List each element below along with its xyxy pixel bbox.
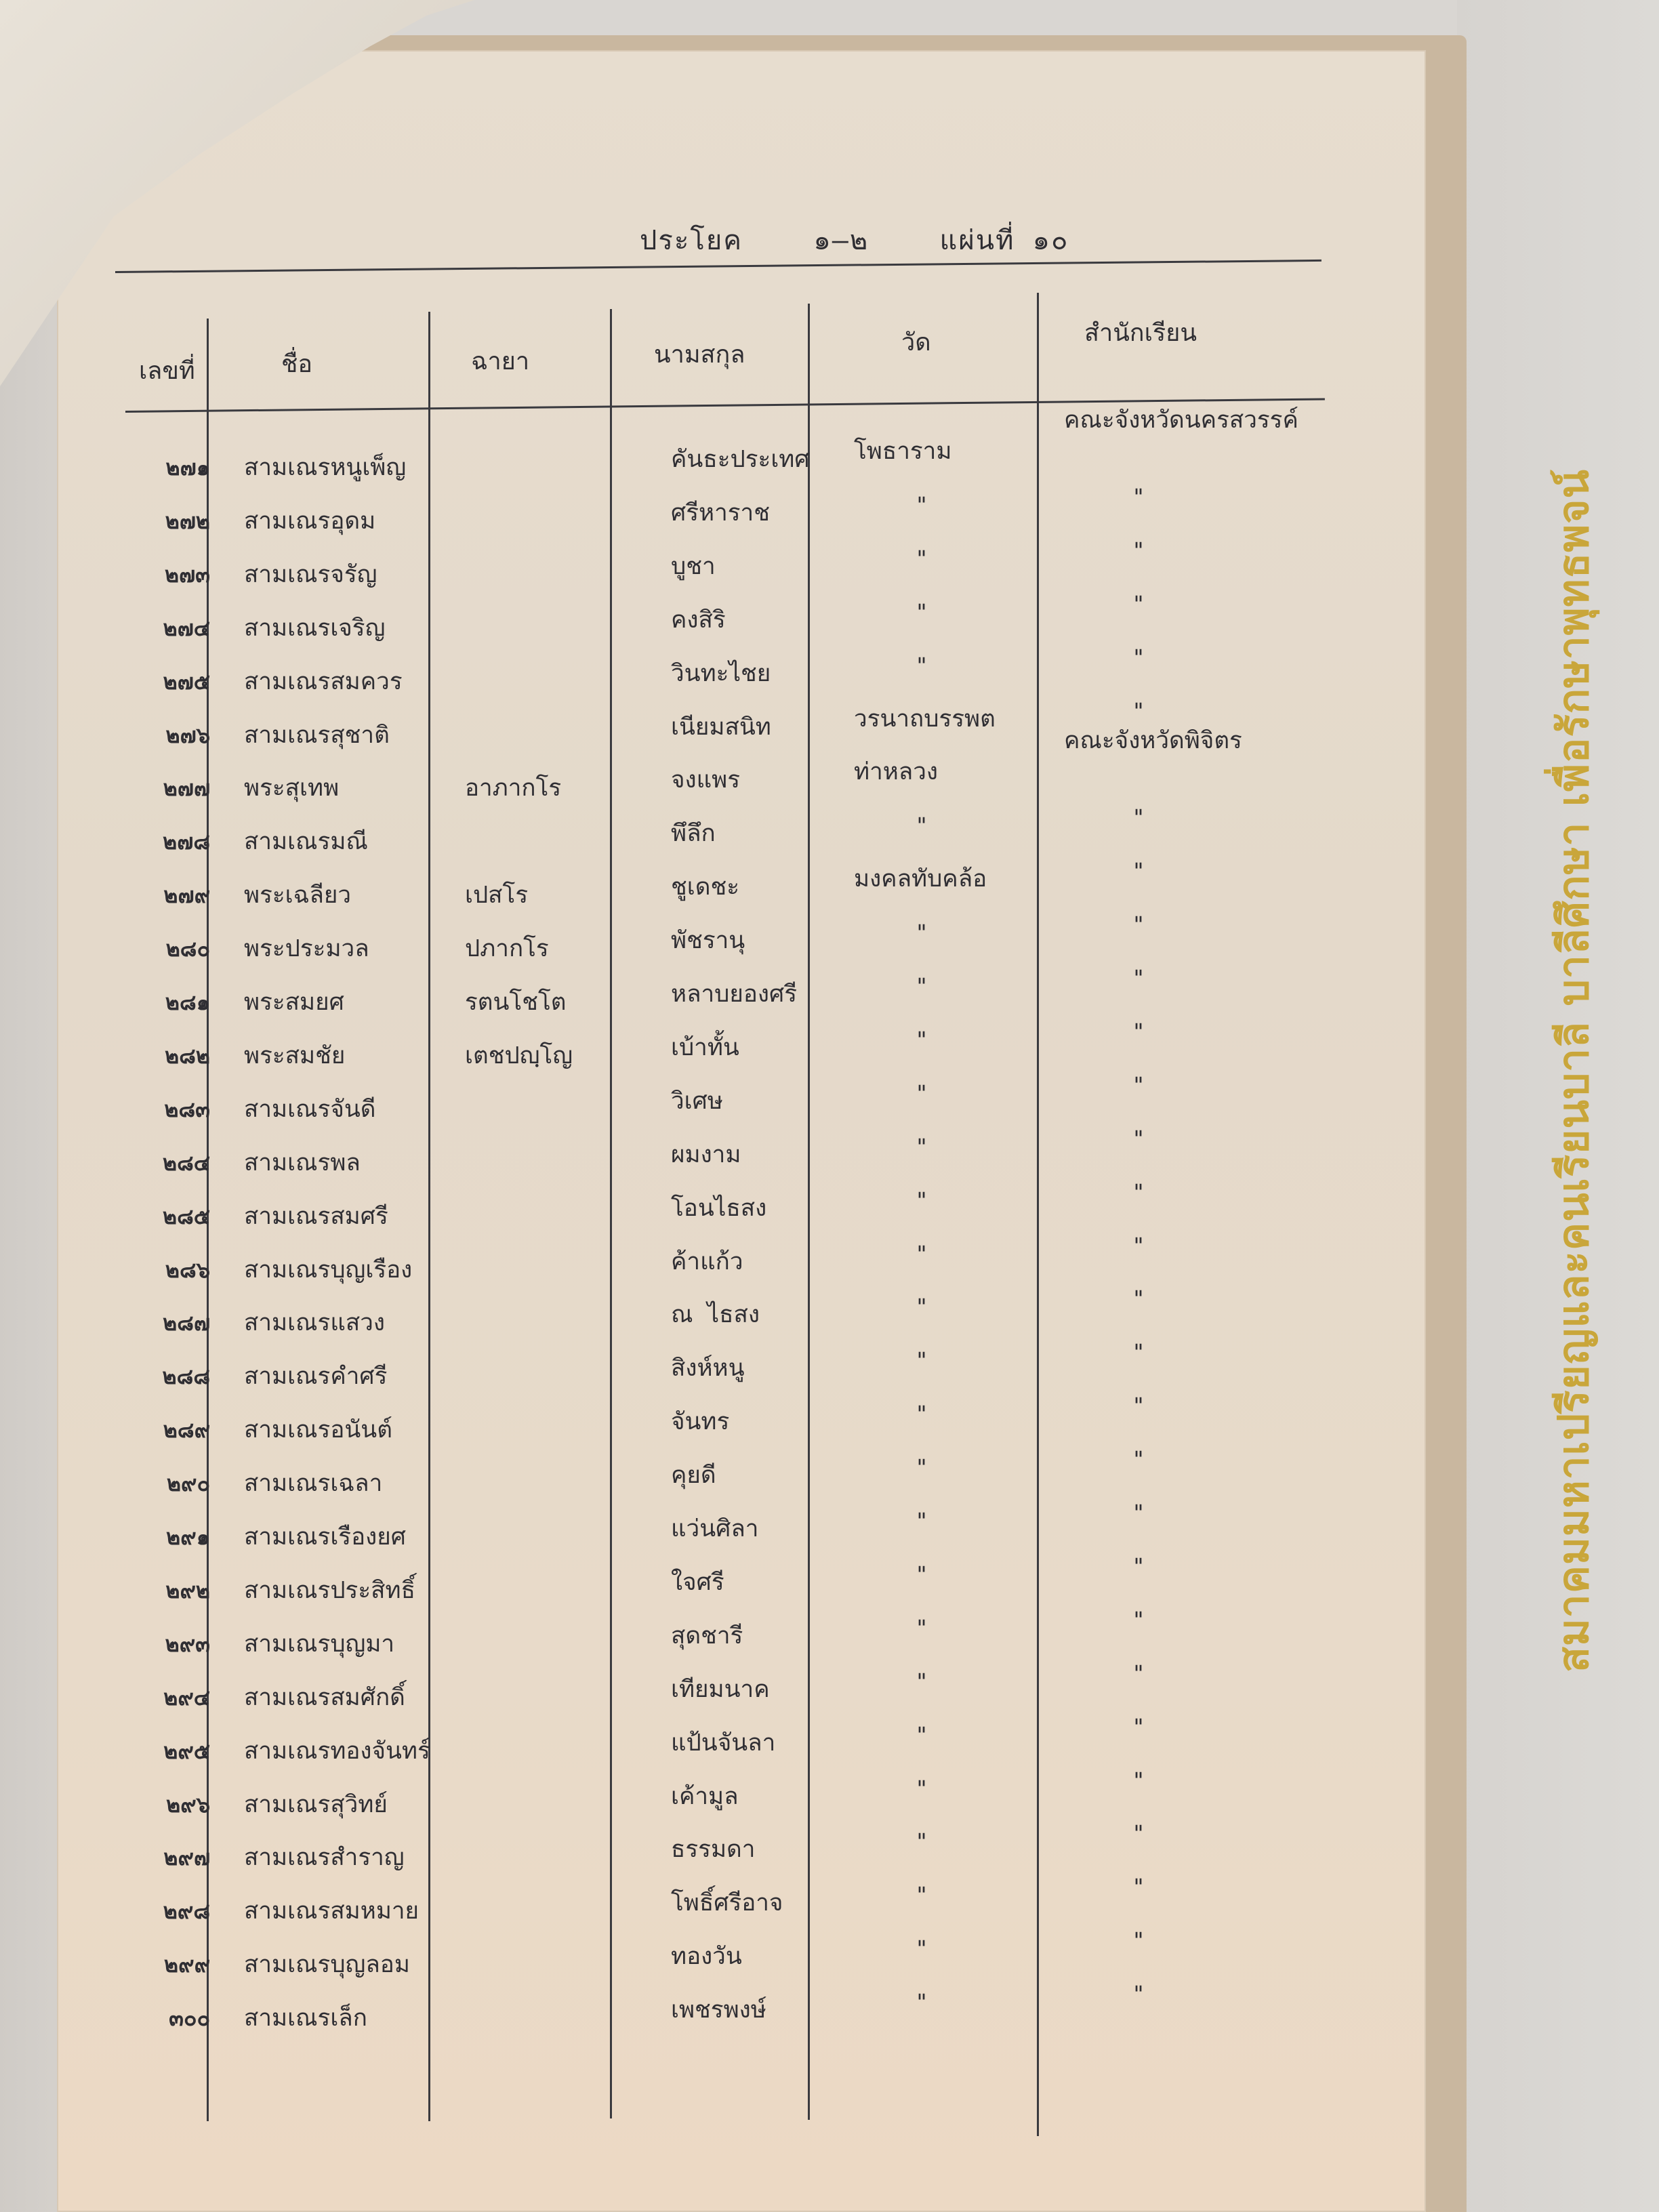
row-surname: สิงห์หนู [671, 1355, 745, 1382]
row-wat: " [915, 1936, 928, 1962]
row-surname: โพธิ์ศรีอาจ [671, 1889, 783, 1917]
header-school: สำนักเรียน [1084, 319, 1197, 347]
row-surname: ค้าแก้ว [671, 1248, 743, 1275]
row-wat: " [915, 491, 928, 518]
row-name: สามเณรเล็ก [244, 2005, 367, 2032]
row-school: " [1132, 1820, 1145, 1847]
row-name: สามเณรทองจันทร์ [244, 1737, 430, 1765]
row-number: ๒๙๔ [163, 1684, 210, 1711]
row-number: ๒๗๘ [163, 829, 210, 855]
page-header [640, 218, 1069, 262]
row-surname: วิเศษ [671, 1087, 723, 1115]
row-wat: " [915, 1294, 928, 1320]
row-surname: แป้นจันลา [671, 1729, 776, 1757]
row-wat: " [915, 1614, 928, 1641]
row-school: " [1132, 858, 1145, 884]
row-school: " [1132, 1286, 1145, 1312]
row-name: สามเณรสุวิทย์ [244, 1790, 388, 1818]
header-number: เลขที่ [139, 357, 195, 385]
row-school: " [1132, 1874, 1145, 1900]
row-surname: ใจศรี [671, 1568, 724, 1596]
row-number: ๒๘๐ [165, 936, 210, 962]
row-name: สามเณรสำราญ [244, 1844, 405, 1872]
row-school: " [1132, 537, 1145, 563]
row-number: ๒๙๖ [166, 1791, 210, 1818]
row-name: สามเณรเจริญ [244, 614, 386, 642]
row-name: พระเฉลียว [244, 882, 352, 909]
row-name: พระสมยศ [244, 989, 344, 1016]
row-school: " [1132, 1393, 1145, 1419]
row-number: ๒๘๕ [163, 1203, 210, 1229]
row-surname: คุยดี [671, 1462, 716, 1490]
row-surname: โอนไธสง [671, 1194, 767, 1222]
row-school: " [1132, 483, 1145, 510]
column-divider-5 [1037, 293, 1039, 2136]
row-surname: วินทะไชย [671, 659, 771, 687]
row-number: ๒๙๗ [163, 1845, 210, 1871]
row-wat: " [915, 598, 928, 625]
row-wat: " [915, 1882, 928, 1908]
row-surname: จันทร [671, 1408, 730, 1436]
row-school: " [1132, 1606, 1145, 1633]
row-name: สามเณรจันดี [244, 1095, 376, 1123]
row-surname: ทองวัน [671, 1943, 742, 1971]
row-alias: เตชปญฺโญ [465, 1042, 573, 1069]
row-surname: ผมงาม [671, 1141, 741, 1168]
row-wat: " [915, 1080, 928, 1106]
row-number: ๒๘๔ [163, 1149, 210, 1176]
row-name: สามเณรสุชาติ [244, 721, 390, 749]
header-name: ชื่อ [281, 350, 313, 378]
row-wat: " [915, 1561, 928, 1587]
row-name: สามเณรพล [244, 1149, 361, 1176]
column-divider-3 [610, 309, 612, 2118]
row-name: สามเณรเฉลา [244, 1470, 383, 1498]
row-surname: ศรีหาราช [671, 499, 770, 527]
row-surname: เบ้าทั้น [671, 1033, 739, 1061]
row-name: สามเณรสมศรี [244, 1202, 388, 1230]
row-number: ๒๗๓ [164, 561, 210, 588]
row-name: สามเณรประสิทธิ์ [244, 1576, 415, 1604]
row-surname: คันธะประเทศ [671, 446, 810, 473]
header-surname: นามสกุล [654, 341, 745, 369]
row-school: " [1132, 1018, 1145, 1044]
row-surname: จงแพร [671, 766, 741, 794]
sheet-label: แผ่นที่ [939, 225, 1015, 256]
row-school: " [1132, 912, 1145, 938]
header-alias: ฉายา [471, 348, 530, 375]
row-wat: โพธาราม [854, 438, 952, 465]
row-number: ๒๗๑ [165, 455, 210, 480]
row-alias: ปภากโร [465, 935, 549, 963]
row-surname: ชูเดชะ [671, 874, 740, 901]
row-name: สามเณรคำศรี [244, 1363, 388, 1391]
row-name: พระสมชัย [244, 1042, 346, 1069]
row-name: สามเณรมณี [244, 828, 368, 856]
row-number: ๒๘๖ [165, 1256, 210, 1283]
row-name: สามเณรแสวง [244, 1309, 385, 1337]
row-alias: รตนโชโต [465, 989, 567, 1016]
row-number: ๒๙๕ [163, 1738, 210, 1764]
row-number: ๒๗๗ [163, 775, 210, 802]
row-wat: " [915, 1668, 928, 1694]
row-number: ๒๗๒ [165, 508, 210, 534]
row-number: ๒๙๘ [163, 1898, 210, 1925]
row-number: ๒๗๙ [163, 882, 210, 909]
row-school: " [1132, 1339, 1145, 1366]
row-wat: " [915, 1026, 928, 1052]
row-surname: เพชรพงษ์ [671, 1996, 766, 2024]
row-number: ๒๗๖ [165, 722, 210, 748]
row-wat: " [915, 1133, 928, 1160]
row-number: ๒๘๑ [165, 989, 210, 1015]
row-surname: เทียมนาค [671, 1675, 770, 1703]
row-school: " [1132, 1713, 1145, 1740]
row-school: " [1132, 965, 1145, 991]
row-number: ๒๗๔ [163, 615, 210, 641]
prayok-label: ประโยค [640, 225, 743, 256]
row-surname: หลาบยองศรี [671, 981, 798, 1008]
row-school: " [1132, 1500, 1145, 1525]
row-number: ๒๘๘ [162, 1364, 210, 1390]
row-name: สามเณรจรัญ [244, 560, 377, 588]
prayok-value: ๑–๒ [813, 225, 869, 256]
row-number: ๒๘๙ [163, 1417, 210, 1443]
row-wat: วรนาถบรรพต [854, 705, 996, 733]
row-school: " [1132, 644, 1145, 670]
row-name: สามเณรสมหมาย [244, 1898, 419, 1925]
row-wat: " [915, 1187, 928, 1213]
row-name: สามเณรสมศักดิ์ [244, 1683, 405, 1711]
row-school: " [1132, 804, 1145, 831]
row-school: " [1132, 590, 1145, 617]
row-surname: บูชา [671, 552, 716, 580]
row-surname: พัชรานุ [671, 927, 745, 955]
row-name: สามเณรเรืองยศ [244, 1523, 406, 1551]
row-school: " [1132, 1927, 1145, 1954]
row-surname: พึลึก [671, 820, 716, 848]
row-name: สามเณรอนันต์ [244, 1416, 392, 1444]
row-name: พระสุเทพ [244, 775, 340, 802]
row-wat: " [915, 1721, 928, 1748]
watermark [1533, 454, 1614, 1687]
watermark-text: สมาคมมหาเปรียญและคนเรียนบาลี บาลีศึกษา เพื่อรักษาพุทธพจน์ [1549, 469, 1599, 1673]
row-number: ๒๙๙ [164, 1952, 210, 1978]
row-number: ๓๐๐ [169, 2005, 210, 2032]
row-surname: ณ ไธสง [671, 1301, 760, 1329]
row-school: " [1132, 1767, 1145, 1793]
row-wat: " [915, 1454, 928, 1481]
row-number: ๒๘๗ [163, 1310, 210, 1336]
row-wat: " [915, 1347, 928, 1374]
row-wat: " [915, 1240, 928, 1267]
row-number: ๒๙๐ [166, 1471, 210, 1497]
row-name: สามเณรบุญเรือง [244, 1256, 413, 1284]
row-name: พระประมวล [244, 935, 369, 963]
row-number: ๒๙๑ [166, 1524, 210, 1550]
row-name: สามเณรอุดม [244, 507, 376, 535]
row-surname: เค้ามูล [671, 1782, 739, 1810]
row-school: " [1132, 1446, 1145, 1473]
row-school: " [1132, 697, 1145, 724]
header-wat: วัด [901, 329, 931, 356]
row-wat: " [915, 1401, 928, 1427]
sheet-value: ๑๐ [1032, 225, 1069, 256]
row-number: ๒๘๓ [164, 1096, 210, 1122]
row-surname: ธรรมดา [671, 1836, 756, 1864]
row-alias: อาภากโร [465, 775, 562, 802]
row-number: ๒๘๒ [165, 1042, 210, 1069]
row-wat: " [915, 545, 928, 571]
row-wat: " [915, 1775, 928, 1801]
row-school: " [1132, 1553, 1145, 1579]
row-school: " [1132, 1179, 1145, 1205]
row-wat: ท่าหลวง [854, 758, 938, 786]
row-name: สามเณรบุญมา [244, 1630, 395, 1658]
row-surname: แว่นศิลา [671, 1515, 759, 1542]
row-wat: " [915, 1989, 928, 2015]
row-surname: สุดชารี [671, 1622, 743, 1650]
row-school: คณะจังหวัดนครสวรรค์ [1064, 407, 1298, 434]
row-alias: เปสโร [465, 882, 529, 909]
row-name: สามเณรบุญลอม [244, 1951, 410, 1979]
row-school: " [1132, 1071, 1145, 1098]
row-name: สามเณรสมควร [244, 668, 403, 695]
row-wat: มงคลทับคล้อ [854, 865, 987, 893]
row-surname: เนียมสนิท [671, 713, 771, 741]
row-surname: คงสิริ [671, 606, 726, 634]
row-wat: " [915, 973, 928, 999]
column-divider-4 [808, 304, 810, 2120]
row-school: " [1132, 1981, 1145, 2007]
row-wat: " [915, 652, 928, 678]
row-school: " [1132, 1660, 1145, 1686]
row-wat: " [915, 813, 928, 839]
row-school: " [1132, 1125, 1145, 1151]
row-number: ๒๙๒ [165, 1577, 210, 1603]
column-divider-2 [428, 312, 430, 2121]
row-wat: " [915, 920, 928, 946]
row-school: " [1132, 1232, 1145, 1258]
row-wat: " [915, 1508, 928, 1534]
row-number: ๒๙๓ [165, 1631, 210, 1657]
row-wat: " [915, 1828, 928, 1855]
row-school: คณะจังหวัดพิจิตร [1064, 727, 1242, 755]
row-name: สามเณรหนูเพ็ญ [244, 454, 407, 481]
row-number: ๒๗๕ [163, 668, 210, 695]
